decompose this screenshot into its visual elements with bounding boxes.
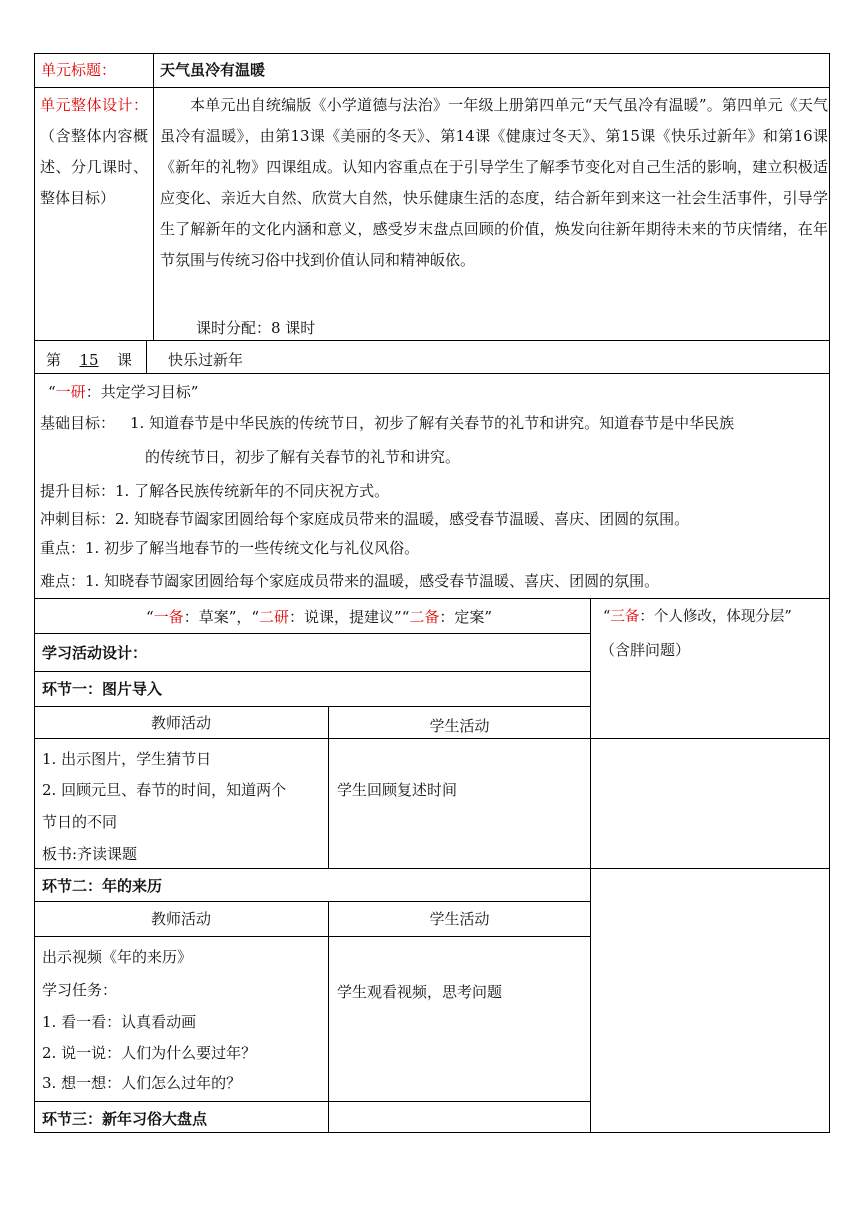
unit-design-label (40, 90, 148, 214)
table-border (153, 53, 154, 341)
goals-heading-quote: “ (48, 383, 56, 401)
unit-title-label: 单元标题： (41, 61, 117, 79)
prep-text: ：草案”，“ (183, 608, 260, 626)
prep-right-quote: “ (603, 609, 611, 625)
table-border (34, 671, 590, 672)
key-point: 重点：1. 初步了解当地春节的一些传统文化与礼仪风俗。 (40, 539, 420, 557)
table-border (34, 936, 590, 937)
goals-heading-red: 一研 (55, 383, 86, 401)
table-border (34, 901, 590, 902)
prep-red-1: 一备 (153, 608, 184, 626)
goals-heading-rest: ：共定学习目标” (85, 383, 199, 401)
table-border (34, 373, 830, 374)
student-column-header: 学生活动 (429, 910, 490, 928)
table-border (34, 598, 830, 599)
prep-heading (146, 607, 492, 627)
prep-right-red: 三备 (610, 609, 640, 625)
teacher-activity-line: 2. 说一说：人们为什么要过年？ (42, 1044, 257, 1062)
basic-goal-line1: 1. 知道春节是中华民族的传统节日，初步了解有关春节的礼节和讲究。知道春节是中华民族 (130, 414, 735, 432)
table-border (590, 598, 591, 1133)
teacher-column-header: 教师活动 (150, 714, 211, 732)
table-border (34, 706, 590, 707)
lesson-title: 快乐过新年 (168, 351, 244, 369)
prep-right-rest: ：个人修改，体现分层” (639, 609, 792, 625)
basic-goal-label: 基础目标： (40, 414, 116, 432)
student-activity: 学生观看视频，思考问题 (337, 983, 503, 1001)
prep-red-3: 二备 (409, 608, 440, 626)
teacher-activity-line: 2. 回顾元旦、春节的时间，知道两个 (42, 781, 287, 799)
teacher-column-header: 教师活动 (150, 910, 211, 928)
sprint-goal: 冲刺目标：2. 知晓春节阖家团圆给每个家庭成员带来的温暖，感受春节温暖、喜庆、团圆的氛围。 (40, 510, 690, 528)
difficult-point: 难点：1. 知晓春节阖家团圆给每个家庭成员带来的温暖，感受春节温暖、喜庆、团圆的氛围。 (40, 572, 660, 590)
prep-right-note: （含胖问题） (600, 641, 691, 659)
activities-heading: 学习活动设计： (42, 644, 148, 662)
teacher-activity-line: 1. 看一看：认真看动画 (42, 1013, 197, 1031)
basic-goal-line2: 的传统节日，初步了解有关春节的礼节和讲究。 (145, 448, 461, 466)
teacher-activity-line: 节日的不同 (42, 813, 118, 831)
unit-design-label-note: （含整体内容概述、分几课时、整体目标） (40, 127, 148, 207)
prep-text: “ (146, 608, 154, 626)
lesson-number: 15 (79, 351, 99, 369)
table-border (146, 340, 147, 374)
unit-overview: 本单元出自统编版《小学道德与法治》一年级上册第四单元“天气虽冷有温暖”。第四单元《天气虽冷有温暖》，由第13课《美丽的冬天》、第14课《健康过冬天》、第15课《快乐过新年》和第16课《新年的礼物》四课组成。认知内容重点在于引导学生了解季节变化对自己生活的影响，建立积极适应变化、亲近大自然、欣赏大自然，快乐健康生活的态度，结合新年到来这一社会生活事件，引导学生了解新年的文化内涵和意义，感受岁末盘点回顾的价值，焕发向往新年期待未来的节庆情绪，在年节氛围与传统习俗中找到价值认同和精神皈依。 (160, 96, 828, 269)
prep-text: ：说课，提建议”“ (289, 608, 410, 626)
improve-goal: 提升目标：1. 了解各民族传统新年的不同庆祝方式。 (40, 482, 390, 500)
teacher-activity-line: 出示视频《年的来历》 (42, 948, 193, 966)
prep-right-heading (603, 607, 792, 627)
lesson-suffix: 课 (117, 351, 133, 369)
lesson-number-line (46, 350, 132, 370)
unit-title-value: 天气虽冷有温暖 (160, 61, 266, 79)
unit-periods: 课时分配：8 课时 (196, 319, 316, 337)
section-title: 环节一：图片导入 (42, 680, 163, 698)
section-title: 环节二：年的来历 (42, 877, 163, 895)
table-border (829, 53, 830, 1133)
student-column-header: 学生活动 (429, 717, 490, 735)
table-border (34, 868, 830, 869)
prep-text: ：定案” (439, 608, 493, 626)
student-activity: 学生回顾复述时间 (337, 781, 458, 799)
table-border (34, 53, 35, 1133)
goals-heading (48, 382, 198, 402)
table-border (34, 1101, 590, 1102)
teacher-activity-line: 板书:齐读课题 (42, 845, 138, 863)
prep-red-2: 二研 (259, 608, 290, 626)
section-title: 环节三：新年习俗大盘点 (42, 1110, 208, 1128)
teacher-activity-line: 3. 想一想：人们怎么过年的？ (42, 1074, 242, 1092)
table-border (34, 738, 830, 739)
teacher-activity-line: 学习任务： (42, 981, 118, 999)
teacher-activity-line: 1. 出示图片，学生猜节日 (42, 750, 212, 768)
table-border (34, 1132, 830, 1133)
unit-design-label-red: 单元整体设计： (40, 96, 148, 114)
table-border (34, 633, 590, 634)
lesson-prefix: 第 (46, 351, 62, 369)
table-border (328, 901, 329, 1133)
